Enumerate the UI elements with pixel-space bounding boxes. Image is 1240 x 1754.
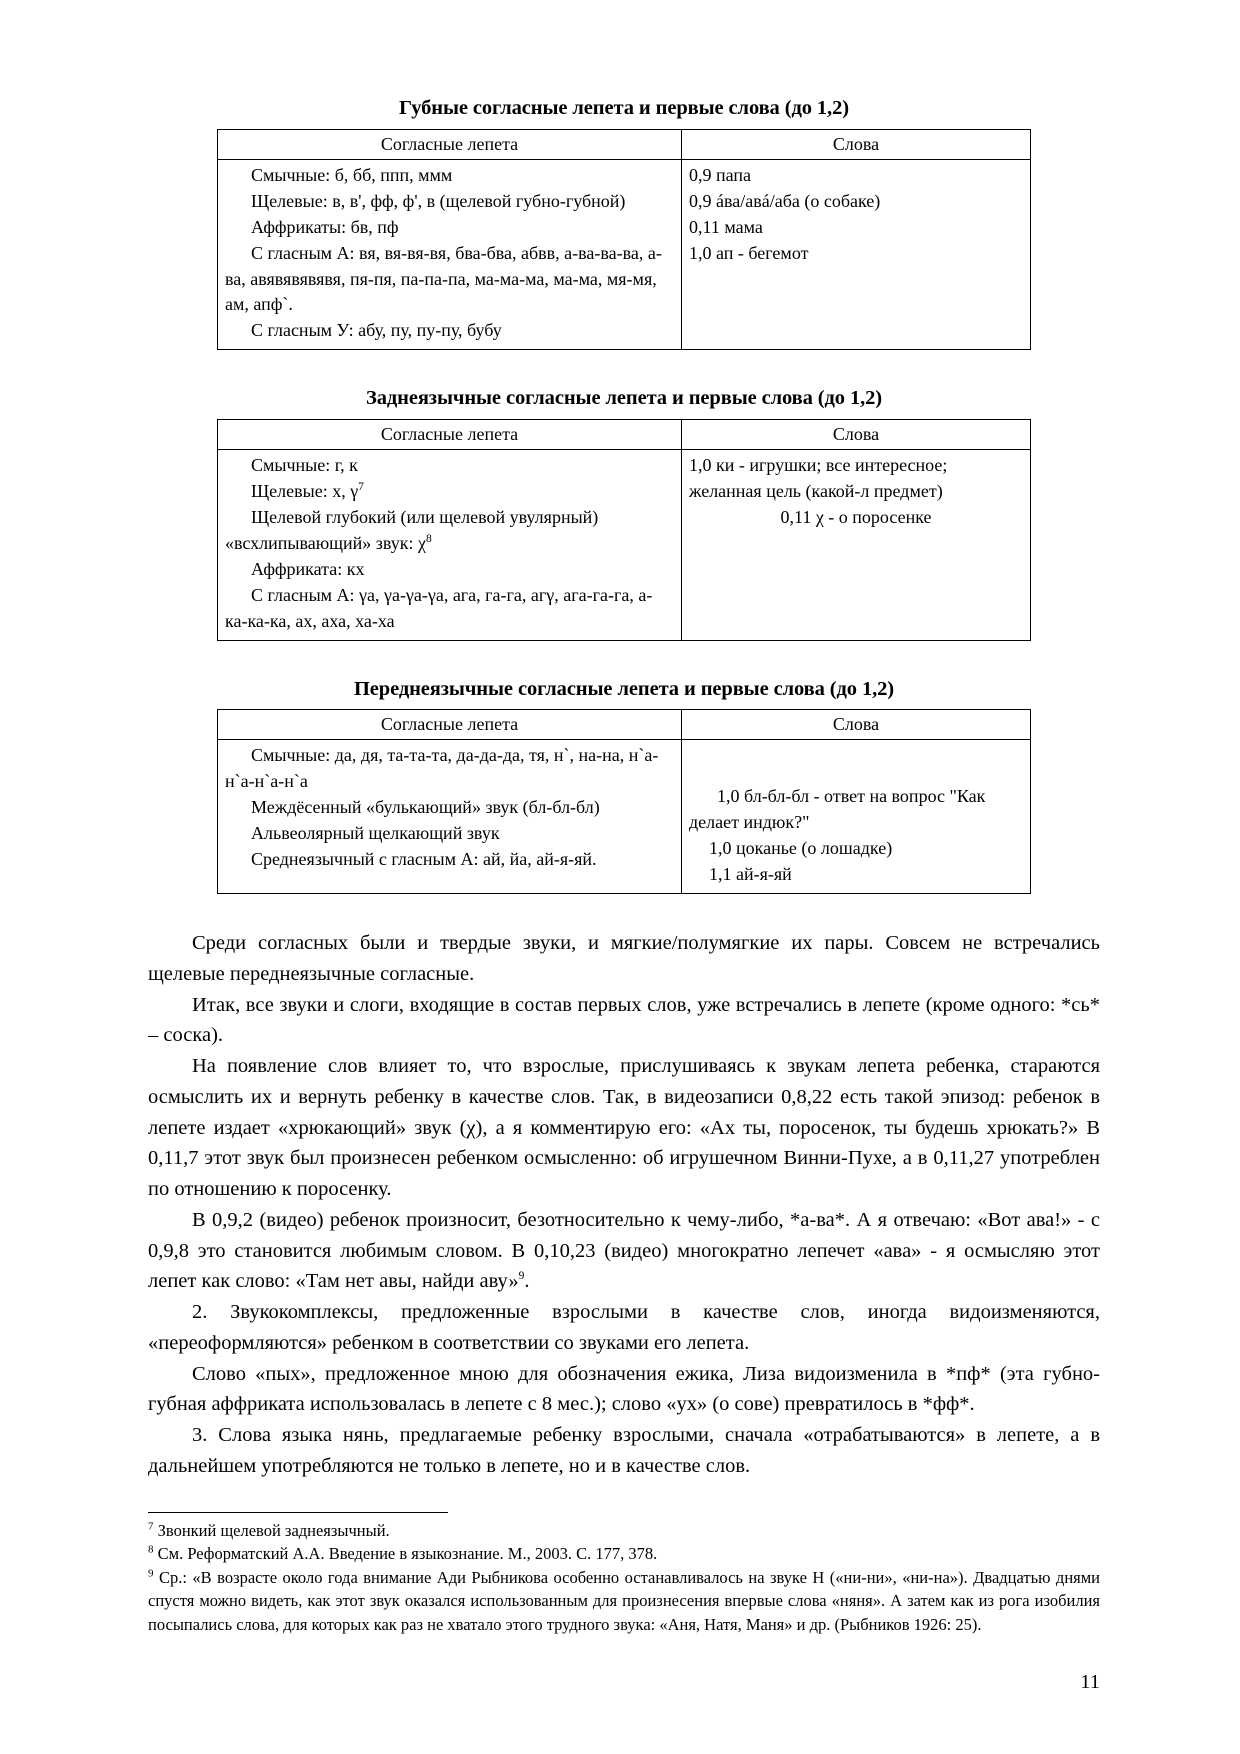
list-item: С гласным А: вя, вя-вя-вя, бва-бва, абвв, а-ва-ва-ва, а-ва, авявявявявя, пя-пя, па-па-па, ма-ма-ма, ма-ма, мя-мя, ам, апф`. xyxy=(225,242,662,315)
table-block-anterior xyxy=(148,677,1100,895)
table-caption-labial: Губные согласные лепета и первые слова (до 1,2) xyxy=(399,97,849,119)
column-header-consonants: Согласные лепета xyxy=(218,710,682,740)
list-item: Среднеязычный с гласным А: ай, йа, ай-я-яй. xyxy=(251,849,597,870)
cell-consonants xyxy=(218,159,682,349)
table-row xyxy=(218,740,1031,894)
table-header-row xyxy=(218,129,1031,159)
list-item: Аффриката: кх xyxy=(251,558,365,579)
list-item: С гласным А: γа, γа-γа-γа, ага, га-га, агγ, ага-га-га, а-ка-ка-ка, ах, аха, ха-ха xyxy=(225,584,653,631)
paragraph: На появление слов влияет то, что взрослые, прислушиваясь к звукам лепета ребенка, стараются осмыслить их и вернуть ребенку в качестве слов. Так, в видеозаписи 0,8,22 есть такой эпизод: ребенок в лепете издает «хрюкающий» звук (χ), а я комментирую его: «Ах ты, поросенок, ты будешь хрюкать?» В 0,11,7 этот звук был произнесен ребенком осмысленно: об игрушечном Винни-Пухе, а в 0,11,27 употреблен по отношению к поросенку. xyxy=(148,1055,1100,1201)
list-item: Щелевые: в, в', фф, ф', в (щелевой губно-губной) xyxy=(251,190,626,211)
footnote-text: Звонкий щелевой заднеязычный. xyxy=(157,1520,390,1540)
list-item: 1,0 ки - игрушки; все интересное; желанная цель (какой-л предмет) xyxy=(689,455,948,502)
cell-words xyxy=(682,450,1031,640)
list-item: Альвеолярный щелкающий звук xyxy=(251,823,500,844)
spacer xyxy=(148,647,1100,677)
column-header-consonants: Согласные лепета xyxy=(218,419,682,449)
list-item: Щелевые: х, γ$^7$ xyxy=(251,481,364,502)
table-labial xyxy=(217,129,1031,351)
table-row xyxy=(218,159,1031,349)
footnote-marker: 7 xyxy=(148,1520,154,1533)
list-item: 0,11 χ - о поросенке xyxy=(780,507,932,527)
paragraph: В 0,9,2 (видео) ребенок произносит, безотносительно к чему-либо, *а-ва*. А я отвечаю: «Вот ава!» - с 0,9,8 это становится любимым словом. В 0,10,23 (видео) многократно лепечет «ава» - я осмысляю этот лепет как слово: «Там нет авы, найди аву»$^9$. xyxy=(148,1208,1100,1293)
table-block-labial xyxy=(148,96,1100,350)
footnote-text: См. Реформатский А.А. Введение в языкознание. М., 2003. С. 177, 378. xyxy=(157,1544,658,1564)
column-header-words: Слова xyxy=(682,419,1031,449)
list-item: Щелевой глубокий (или щелевой увулярный) «всхлипывающий» звук: χ$^8$ xyxy=(225,507,599,553)
cell-consonants xyxy=(218,740,682,894)
cell-words xyxy=(682,159,1031,349)
list-item: Смычные: г, к xyxy=(251,455,358,476)
footnote-marker: 9 xyxy=(148,1567,154,1580)
list-item: 0,9 áва/авá/аба (о собаке) xyxy=(689,190,881,211)
table-header-row xyxy=(218,419,1031,449)
table-header-row xyxy=(218,710,1031,740)
table-caption-anterior: Переднеязычные согласные лепета и первые слова (до 1,2) xyxy=(353,677,895,700)
column-header-words: Слова xyxy=(682,710,1031,740)
page-number: 11 xyxy=(1080,1671,1100,1693)
list-item: Смычные: б, бб, ппп, ммм xyxy=(251,164,453,185)
list-item: 1,0 ап - бегемот xyxy=(689,242,809,263)
table-block-velar xyxy=(148,386,1100,640)
list-item: Аффрикаты: бв, пф xyxy=(251,216,399,237)
footnote-area xyxy=(148,1512,1100,1636)
list-item: 0,11 мама xyxy=(689,216,763,237)
cell-consonants xyxy=(218,450,682,640)
list-item: С гласным У: абу, пу, пу-пу, бубу xyxy=(251,320,502,341)
table-caption-velar: Заднеязычные согласные лепета и первые слова (до 1,2) xyxy=(365,387,883,410)
list-item: Междёсенный «булькающий» звук (бл-бл-бл) xyxy=(251,797,600,818)
list-item: 1,0 бл-бл-бл - ответ на вопрос "Как делает индюк?" xyxy=(689,786,986,833)
paragraph: 2. Звукокомплексы, предложенные взрослыми в качестве слов, иногда видоизменяются, «переоформляются» ребенком в соответствии со звуками его лепета. xyxy=(148,1301,1100,1354)
footnote-marker: 8 xyxy=(148,1543,154,1556)
paragraph: Среди согласных были и твердые звуки, и мягкие/полумягкие их пары. Совсем не встречались щелевые переднеязычные согласные. xyxy=(148,932,1100,985)
column-header-consonants: Согласные лепета xyxy=(218,129,682,159)
list-item: 1,0 цоканье (о лошадке) xyxy=(709,838,893,859)
paragraph: Итак, все звуки и слоги, входящие в состав первых слов, уже встречались в лепете (кроме одного: *сь* – соска). xyxy=(148,993,1100,1047)
body-text xyxy=(148,928,1100,1482)
list-item: 1,1 ай-я-яй xyxy=(709,864,792,885)
column-header-words: Слова xyxy=(682,129,1031,159)
table-anterior xyxy=(217,709,1031,894)
table-row xyxy=(218,450,1031,640)
cell-words xyxy=(682,740,1031,894)
spacer xyxy=(148,356,1100,386)
list-item: 0,9 папа xyxy=(689,164,752,185)
footnote-text: Ср.: «В возрасте около года внимание Ади Рыбникова особенно останавливалось на звуке Н («ни-ни», «ни-на»). Двадцатью днями спустя можно видеть, как этот звук оказался использованным для произнесения впервые слова «няня». А затем как из рога изобилия посыпались слова, для которых как раз не хватало этого трудного звука: «Аня, Натя, Маня» и др. (Рыбников 1926: 25). xyxy=(148,1567,1101,1634)
table-velar xyxy=(217,419,1031,641)
footnote-item xyxy=(148,1519,1100,1542)
list-item: Смычные: да, дя, та-та-та, да-да-да, тя, н`, на-на, н`а-н`а-н`а-н`а xyxy=(225,745,659,792)
paragraph: Слово «пых», предложенное мною для обозначения ежика, Лиза видоизменила в *пф* (эта губно-губная аффриката использовалась в лепете с 8 мес.); слово «ух» (о сове) превратилось в *фф*. xyxy=(148,1362,1100,1416)
footnote-item xyxy=(148,1566,1100,1636)
paragraph: 3. Слова языка нянь, предлагаемые ребенку взрослыми, сначала «отрабатываются» в лепете, а в дальнейшем употребляются не только в лепете, но и в качестве слов. xyxy=(148,1424,1100,1477)
footnote-item xyxy=(148,1542,1100,1565)
footnote-separator xyxy=(148,1512,448,1513)
